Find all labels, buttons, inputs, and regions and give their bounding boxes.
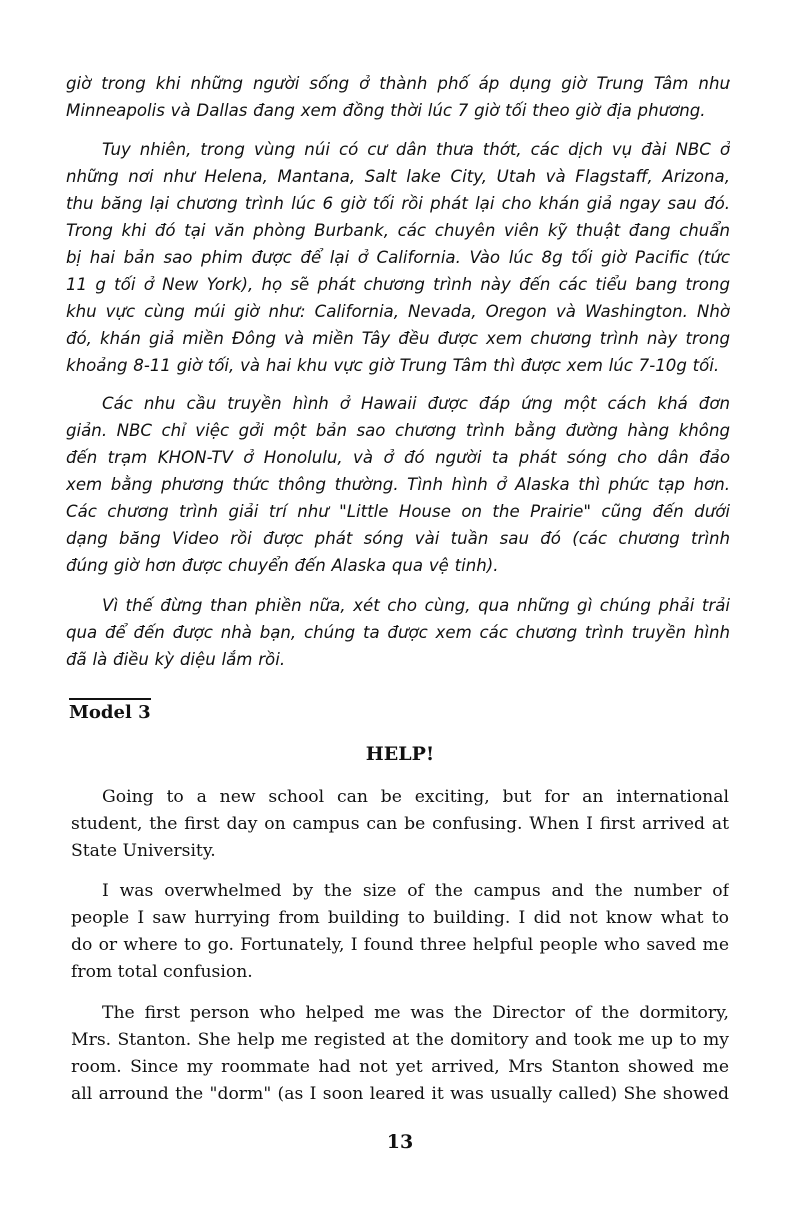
text-line: khu vực cùng múi giờ như: California, Nevada, Oregon và Washington. Nhờ [66,302,730,321]
text-line: khoảng 8-11 giờ tối, và hai khu vực giờ Trung Tâm thì được xem lúc 7-10g tối. [66,356,720,375]
text-line: Minneapolis và Dallas đang xem đồng thời lúc 7 giờ tối theo giờ địa phương. [66,101,706,120]
text-line: room. Since my roommate had not yet arrived, Mrs Stanton showed me [71,1057,729,1077]
text-line: thu băng lại chương trình lúc 6 giờ tối rồi phát lại cho khán giả ngay sau đó. [66,194,730,213]
text-line: dạng băng Video rồi được phát sóng vài tuần sau đó (các chương trình [66,529,730,548]
text-line: giờ trong khi những người sống ở thành phố áp dụng giờ Trung Tâm như [66,74,730,93]
text-line: from total confusion. [71,962,253,982]
text-line: Vì thế đừng than phiền nữa, xét cho cùng, qua những gì chúng phải trải [102,596,730,615]
text-line: Tuy nhiên, trong vùng núi có cư dân thưa thớt, các dịch vụ đài NBC ở [102,140,730,159]
en-paragraph-3 [71,1000,729,1108]
section-label: Model 3 [69,698,151,724]
en-paragraph-2 [71,878,729,986]
text-line: 11 g tối ở New York), họ sẽ phát chương trình này đến các tiểu bang trong [66,275,730,294]
text-line: đúng giờ hơn được chuyển đến Alaska qua vệ tinh). [66,556,499,575]
page-number: 13 [386,1131,414,1153]
text-line: people I saw hurrying from building to building. I did not know what to [71,908,729,928]
text-line: all arround the "dorm" (as I soon leared it was usually called) She showed [71,1084,729,1104]
text-line: xem bằng phương thức thông thường. Tình hình ở Alaska thì phức tạp hơn. [66,475,730,494]
text-line: đó, khán giả miền Đông và miền Tây đều được xem chương trình này trong [66,329,730,348]
text-line: Mrs. Stanton. She help me registed at the domitory and took me up to my [71,1030,729,1050]
text-line: Các nhu cầu truyền hình ở Hawaii được đáp ứng một cách khá đơn [102,394,730,413]
text-line: Going to a new school can be exciting, but for an international [102,787,729,807]
text-line: Các chương trình giải trí như "Little House on the Prairie" cũng đến dưới [66,502,730,521]
vn-paragraph-1 [66,70,730,124]
page-heading: HELP! [365,743,435,765]
text-line: đã là điều kỳ diệu lắm rồi. [66,650,286,669]
text-line: những nơi như Helena, Mantana, Salt lake City, Utah và Flagstaff, Arizona, [66,167,730,186]
en-paragraph-1 [71,784,729,865]
text-line: giản. NBC chỉ việc gởi một bản sao chương trình bằng đường hàng không [66,421,730,440]
text-line: I was overwhelmed by the size of the campus and the number of [102,881,729,901]
text-line: Trong khi đó tại văn phòng Burbank, các chuyên viên kỹ thuật đang chuẩn [66,221,730,240]
text-line: The first person who helped me was the Director of the dormitory, [102,1003,729,1023]
vn-paragraph-2 [66,136,730,379]
text-line: student, the first day on campus can be confusing. When I first arrived at [71,814,729,834]
text-line: do or where to go. Fortunately, I found three helpful people who saved me [71,935,729,955]
text-line: đến trạm KHON-TV ở Honolulu, và ở đó người ta phát sóng cho dân đảo [66,448,730,467]
text-line: qua để đến được nhà bạn, chúng ta được xem các chương trình truyền hình [66,623,730,642]
text-line: State University. [71,841,216,861]
vn-paragraph-3 [66,390,730,579]
text-line: bị hai bản sao phim được để lại ở California. Vào lúc 8g tối giờ Pacific (tức [66,248,730,267]
vn-paragraph-4 [66,592,730,673]
